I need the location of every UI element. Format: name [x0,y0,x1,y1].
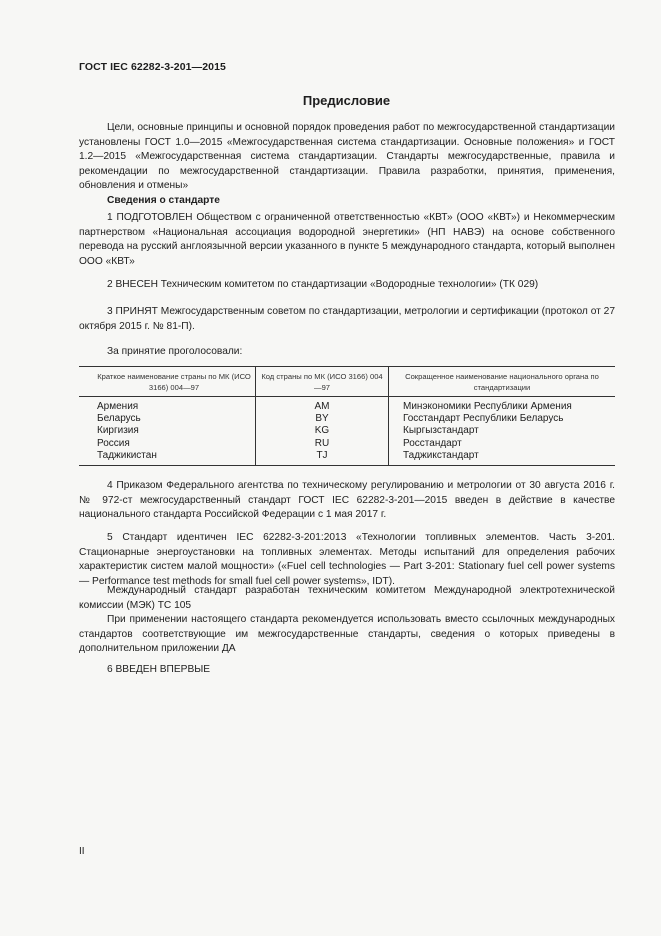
body-cell: Кыргызстандарт [389,425,616,437]
code-cell: BY [256,413,389,425]
section-heading: Сведения о стандарте [107,195,220,206]
body-cell: Госстандарт Республики Беларусь [389,413,616,425]
body-cell: Таджикстандарт [389,450,616,466]
item-5-note-1 [79,584,615,613]
table-row [79,438,615,450]
country-cell: Армения [97,401,139,412]
item-2-text: 2 ВНЕСЕН Техническим комитетом по стандартизации «Водородные технологии» (ТК 029) [107,279,539,290]
country-cell: Таджикистан [79,450,256,466]
table-row [79,425,615,437]
table-row [79,397,615,414]
document-header: ГОСТ IEC 62282-3-201—2015 [79,61,226,73]
body-cell: Росстандарт [389,438,616,450]
vote-intro: За принятие проголосовали: [107,346,243,357]
country-cell: Россия [97,437,130,449]
item-5-paragraph [79,531,615,589]
code-cell: TJ [256,450,389,466]
item-1-text: 1 ПОДГОТОВЛЕН Обществом с ограниченной ответственностью «КВТ» (ООО «КВТ») и Некоммерческим партнерством «Национальная ассоциация водородной энергетики» (НП НАВЭ) на основе собственного перевода на русский англоязычной версии указанного в пункте 5 международного стандарта, который выполнен ООО «КВТ» [79,212,615,267]
item-3-paragraph [79,305,615,334]
table-row [79,413,615,425]
item-5-note-2-text: При применении настоящего стандарта рекомендуется использовать вместо ссылочных международных стандартов соответствующие им межгосударственные стандарты, сведения о которых приведены в дополнительном приложении ДА [79,614,615,655]
page-number: II [79,846,85,857]
item-3-text: 3 ПРИНЯТ Межгосударственным советом по стандартизации, метрологии и сертификации (протокол от 27 октября 2015 г. № 81-П). [79,306,615,332]
code-cell: AM [256,397,389,414]
item-5-note-2 [79,613,615,657]
intro-text: Цели, основные принципы и основной порядок проведения работ по межгосударственной стандартизации установлены ГОСТ 1.0—2015 «Межгосударственная система стандартизации. Основные положения» и ГОСТ 1.2—2015 «Межгосударственная система стандартизации. Стандарты межгосударственные, правила и рекомендации по межгосударственной стандартизации. Правила разработки, принятия, применения, обновления и отмены» [79,122,615,192]
country-cell: Киргизия [97,425,139,437]
body-cell: Минэкономики Республики Армения [389,397,616,414]
table-row [79,450,615,466]
table-header-row [79,367,615,397]
voting-table [79,366,615,466]
item-4-text: 4 Приказом Федерального агентства по техническому регулированию и метрологии от 30 августа 2016 г. № 972-ст межгосударственный стандарт ГОСТ IEC 62282-3-201—2015 введен в действие в качестве национального стандарта Российской Федерации с 1 мая 2017 г. [79,480,615,521]
item-1-paragraph [79,211,615,269]
column-header-body: Сокращенное наименование национального органа по стандартизации [389,367,616,397]
intro-paragraph [79,121,615,194]
item-2-paragraph [79,278,615,293]
country-cell: Беларусь [97,413,141,425]
code-cell: KG [256,425,389,437]
column-header-country: Краткое наименование страны по МК (ИСО 3166) 004—97 [79,367,256,397]
item-5-note-1-text: Международный стандарт разработан техническим комитетом Международной электротехнической комиссии (МЭК) ТС 105 [79,585,615,611]
item-4-paragraph [79,479,615,523]
item-5-text: 5 Стандарт идентичен IEC 62282-3-201:2013 «Технологии топливных элементов. Часть 3-201. Стационарные энергоустановки на топливных элементах. Методы испытаний для определения рабочих характеристик систем малой мощности» («Fuel cell technologies — Part 3-201: Stationary fuel cell power systems — Performance test methods for small fuel cell power systems», IDT). [79,532,615,587]
column-header-code: Код страны по МК (ИСО 3166) 004—97 [256,367,389,397]
item-6: 6 ВВЕДЕН ВПЕРВЫЕ [107,664,211,675]
code-cell: RU [256,438,389,450]
page-title: Предисловие [302,93,391,108]
